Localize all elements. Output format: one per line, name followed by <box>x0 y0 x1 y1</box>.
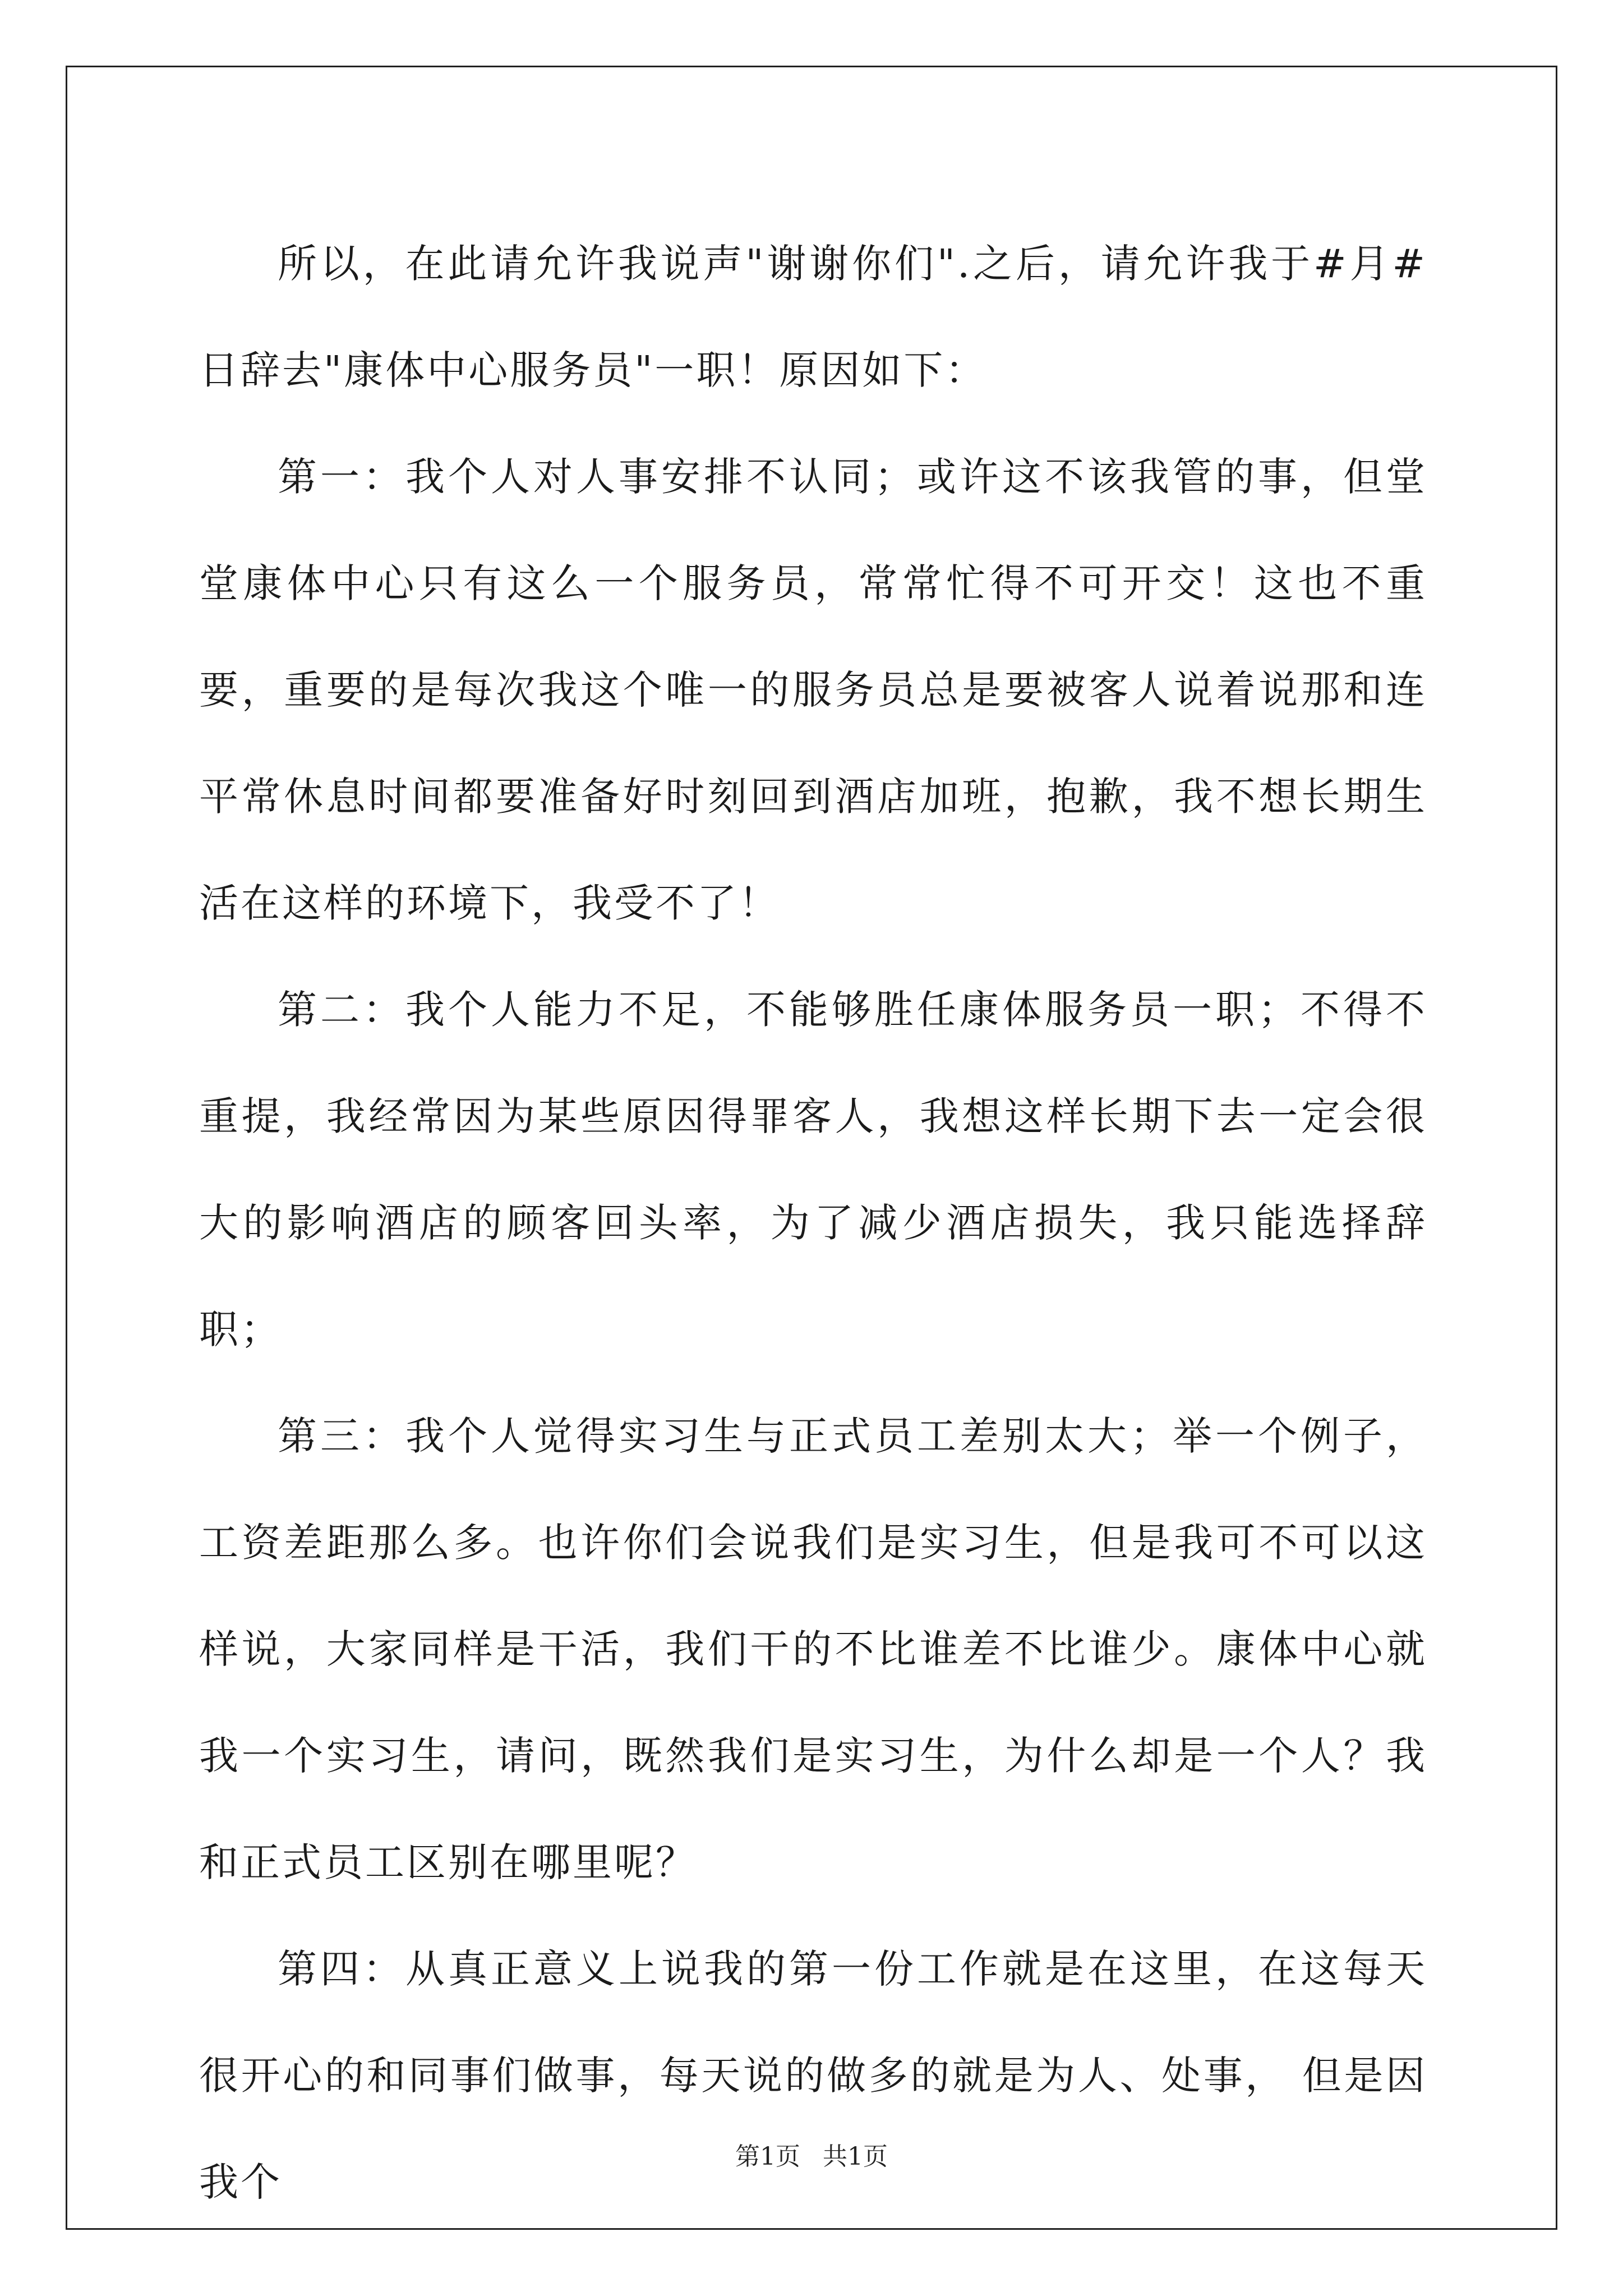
paragraph-2: 第一：我个人对人事安排不认同；或许这不该我管的事，但堂堂康体中心只有这么一个服务员，常常忙得不可开交！这也不重要，重要的是每次我这个唯一的服务员总是要被客人说着说那和连平常休息时间都要准备好时刻回到酒店加班，抱歉，我不想长期生活在这样的环境下，我受不了！ <box>199 454 1427 926</box>
paragraph-4: 第三：我个人觉得实习生与正式员工差别太大；举一个例子，工资差距那么多。也许你们会说我们是实习生，但是我可不可以这样说，大家同样是干活，我们干的不比谁差不比谁少。康体中心就我一个实习生，请问，既然我们是实习生，为什么却是一个人？我和正式员工区别在哪里呢？ <box>199 1413 1427 1885</box>
paragraph-5: 第四：从真正意义上说我的第一份工作就是在这里，在这每天很开心的和同事们做事，每天说的做多的就是为人、处事， 但是因我个 <box>199 1946 1427 2205</box>
paragraph-1: 所以，在此请允许我说声"谢谢你们".之后，请允许我于#月#日辞去"康体中心服务员"一职！原因如下： <box>199 241 1427 393</box>
paragraph-3: 第二：我个人能力不足，不能够胜任康体服务员一职；不得不重提，我经常因为某些原因得罪客人，我想这样长期下去一定会很大的影响酒店的顾客回头率，为了减少酒店损失，我只能选择辞职； <box>199 987 1427 1352</box>
page-footer <box>0 2140 1623 2174</box>
document-body <box>199 210 1427 2235</box>
page-number-total: 共1页 <box>823 2142 888 2171</box>
page-number-current: 第1页 <box>735 2142 800 2171</box>
